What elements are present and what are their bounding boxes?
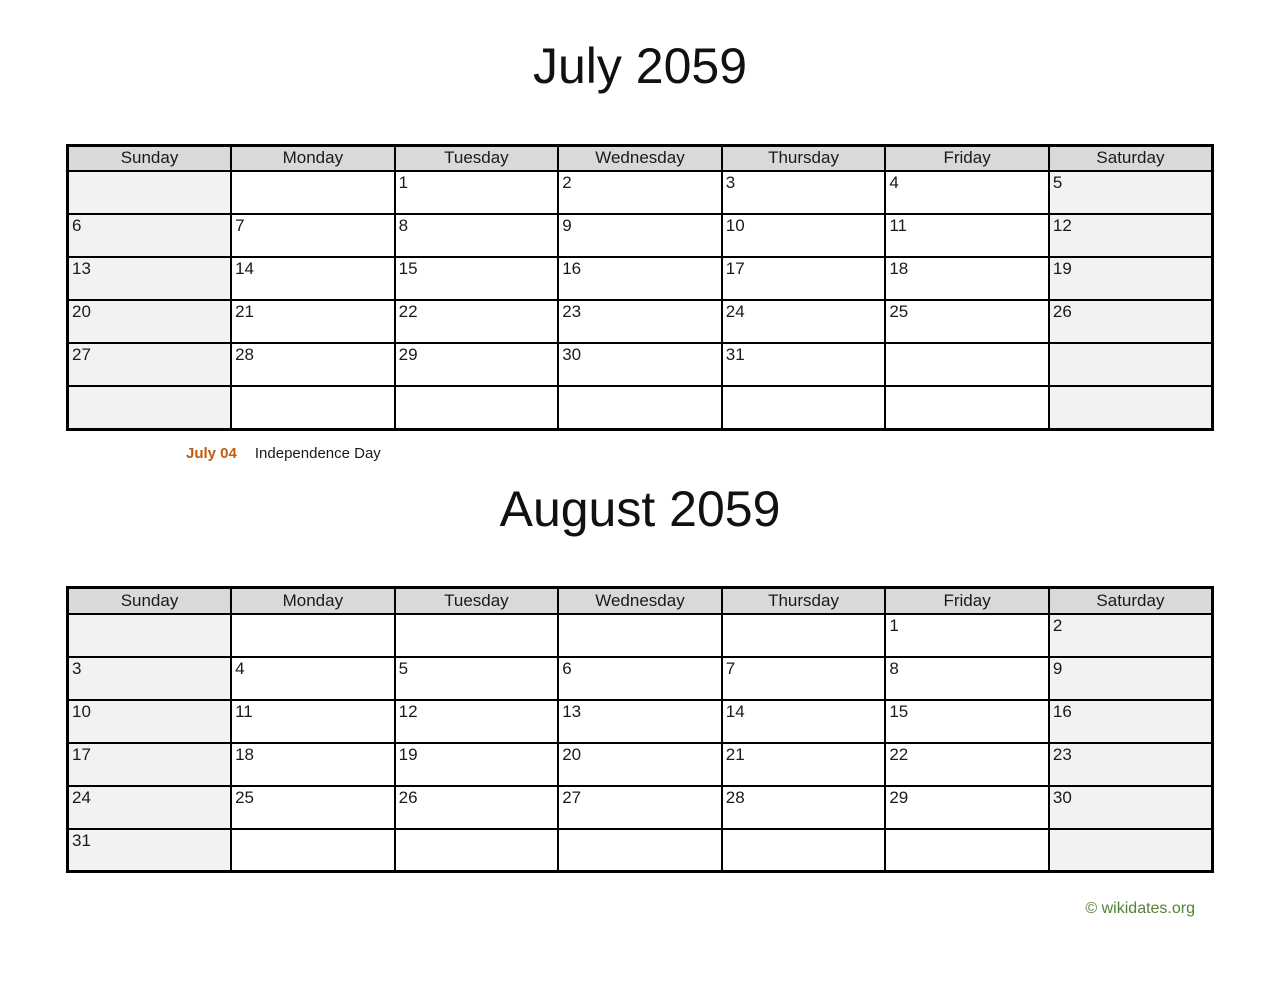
day-cell-8: 8 (395, 214, 559, 257)
weekday-header-friday: Friday (885, 588, 1049, 614)
day-cell-17: 17 (722, 257, 886, 300)
day-cell-30: 30 (558, 343, 722, 386)
holiday-date-label: July 04 (186, 444, 237, 462)
day-cell-empty (722, 829, 886, 872)
day-cell-empty (395, 386, 559, 429)
day-cell-empty (1049, 386, 1213, 429)
day-cell-empty (395, 829, 559, 872)
day-cell-24: 24 (722, 300, 886, 343)
day-cell-13: 13 (558, 700, 722, 743)
calendar-table-july (66, 144, 1214, 431)
day-cell-empty (722, 614, 886, 657)
month-section-august (0, 481, 1280, 874)
day-cell-16: 16 (1049, 700, 1213, 743)
day-cell-28: 28 (231, 343, 395, 386)
day-cell-empty (1049, 829, 1213, 872)
day-cell-6: 6 (68, 214, 232, 257)
day-cell-empty (722, 386, 886, 429)
day-cell-27: 27 (558, 786, 722, 829)
week-row (68, 614, 1213, 657)
day-cell-6: 6 (558, 657, 722, 700)
holiday-note (66, 445, 1214, 465)
day-cell-empty (885, 386, 1049, 429)
day-cell-empty (231, 614, 395, 657)
day-cell-10: 10 (722, 214, 886, 257)
day-cell-10: 10 (68, 700, 232, 743)
footer-credit: © wikidates.org (1085, 900, 1195, 917)
weekday-header-saturday: Saturday (1049, 588, 1213, 614)
week-row (68, 829, 1213, 872)
day-cell-15: 15 (885, 700, 1049, 743)
day-cell-26: 26 (1049, 300, 1213, 343)
day-cell-2: 2 (1049, 614, 1213, 657)
weekday-header-saturday: Saturday (1049, 145, 1213, 171)
day-cell-26: 26 (395, 786, 559, 829)
day-cell-7: 7 (722, 657, 886, 700)
day-cell-25: 25 (885, 300, 1049, 343)
calendar-table-august (66, 586, 1214, 873)
day-cell-empty (68, 614, 232, 657)
week-row (68, 257, 1213, 300)
month-section-july (0, 0, 1280, 465)
day-cell-29: 29 (885, 786, 1049, 829)
weekday-header-wednesday: Wednesday (558, 145, 722, 171)
day-cell-empty (231, 386, 395, 429)
day-cell-11: 11 (231, 700, 395, 743)
week-row (68, 700, 1213, 743)
day-cell-empty (558, 386, 722, 429)
day-cell-19: 19 (395, 743, 559, 786)
day-cell-16: 16 (558, 257, 722, 300)
weekday-header-tuesday: Tuesday (395, 145, 559, 171)
weekday-header-monday: Monday (231, 145, 395, 171)
weekday-header-sunday: Sunday (68, 588, 232, 614)
week-row (68, 343, 1213, 386)
day-cell-31: 31 (722, 343, 886, 386)
day-cell-31: 31 (68, 829, 232, 872)
week-row (68, 300, 1213, 343)
week-row (68, 786, 1213, 829)
day-cell-25: 25 (231, 786, 395, 829)
day-cell-15: 15 (395, 257, 559, 300)
day-cell-3: 3 (722, 171, 886, 214)
day-cell-empty (885, 343, 1049, 386)
day-cell-5: 5 (1049, 171, 1213, 214)
day-cell-2: 2 (558, 171, 722, 214)
day-cell-22: 22 (395, 300, 559, 343)
day-cell-24: 24 (68, 786, 232, 829)
week-row (68, 214, 1213, 257)
day-cell-3: 3 (68, 657, 232, 700)
day-cell-9: 9 (1049, 657, 1213, 700)
day-cell-8: 8 (885, 657, 1049, 700)
day-cell-18: 18 (885, 257, 1049, 300)
month-title-july: July 2059 (532, 38, 748, 94)
day-cell-empty (558, 829, 722, 872)
day-cell-1: 1 (395, 171, 559, 214)
day-cell-28: 28 (722, 786, 886, 829)
day-cell-empty (1049, 343, 1213, 386)
day-cell-21: 21 (722, 743, 886, 786)
week-row (68, 386, 1213, 429)
day-cell-empty (885, 829, 1049, 872)
day-cell-29: 29 (395, 343, 559, 386)
day-cell-12: 12 (1049, 214, 1213, 257)
holiday-name: Independence Day (254, 444, 381, 462)
week-row (68, 657, 1213, 700)
weekday-header-wednesday: Wednesday (558, 588, 722, 614)
day-cell-9: 9 (558, 214, 722, 257)
day-cell-12: 12 (395, 700, 559, 743)
day-cell-14: 14 (722, 700, 886, 743)
day-cell-empty (231, 829, 395, 872)
day-cell-20: 20 (558, 743, 722, 786)
day-cell-23: 23 (1049, 743, 1213, 786)
weekday-header-friday: Friday (885, 145, 1049, 171)
weekday-header-sunday: Sunday (68, 145, 232, 171)
day-cell-18: 18 (231, 743, 395, 786)
day-cell-5: 5 (395, 657, 559, 700)
day-cell-empty (68, 386, 232, 429)
day-cell-7: 7 (231, 214, 395, 257)
day-cell-1: 1 (885, 614, 1049, 657)
weekday-header-monday: Monday (231, 588, 395, 614)
day-cell-23: 23 (558, 300, 722, 343)
weekday-header-row (68, 145, 1213, 171)
day-cell-27: 27 (68, 343, 232, 386)
day-cell-4: 4 (231, 657, 395, 700)
day-cell-13: 13 (68, 257, 232, 300)
weekday-header-tuesday: Tuesday (395, 588, 559, 614)
weekday-header-row (68, 588, 1213, 614)
day-cell-30: 30 (1049, 786, 1213, 829)
month-title-august: August 2059 (499, 480, 781, 537)
day-cell-empty (395, 614, 559, 657)
day-cell-21: 21 (231, 300, 395, 343)
day-cell-19: 19 (1049, 257, 1213, 300)
weekday-header-thursday: Thursday (722, 588, 886, 614)
day-cell-20: 20 (68, 300, 232, 343)
week-row (68, 743, 1213, 786)
week-row (68, 171, 1213, 214)
day-cell-14: 14 (231, 257, 395, 300)
day-cell-empty (558, 614, 722, 657)
day-cell-11: 11 (885, 214, 1049, 257)
day-cell-17: 17 (68, 743, 232, 786)
day-cell-empty (68, 171, 232, 214)
day-cell-empty (231, 171, 395, 214)
day-cell-22: 22 (885, 743, 1049, 786)
weekday-header-thursday: Thursday (722, 145, 886, 171)
day-cell-4: 4 (885, 171, 1049, 214)
